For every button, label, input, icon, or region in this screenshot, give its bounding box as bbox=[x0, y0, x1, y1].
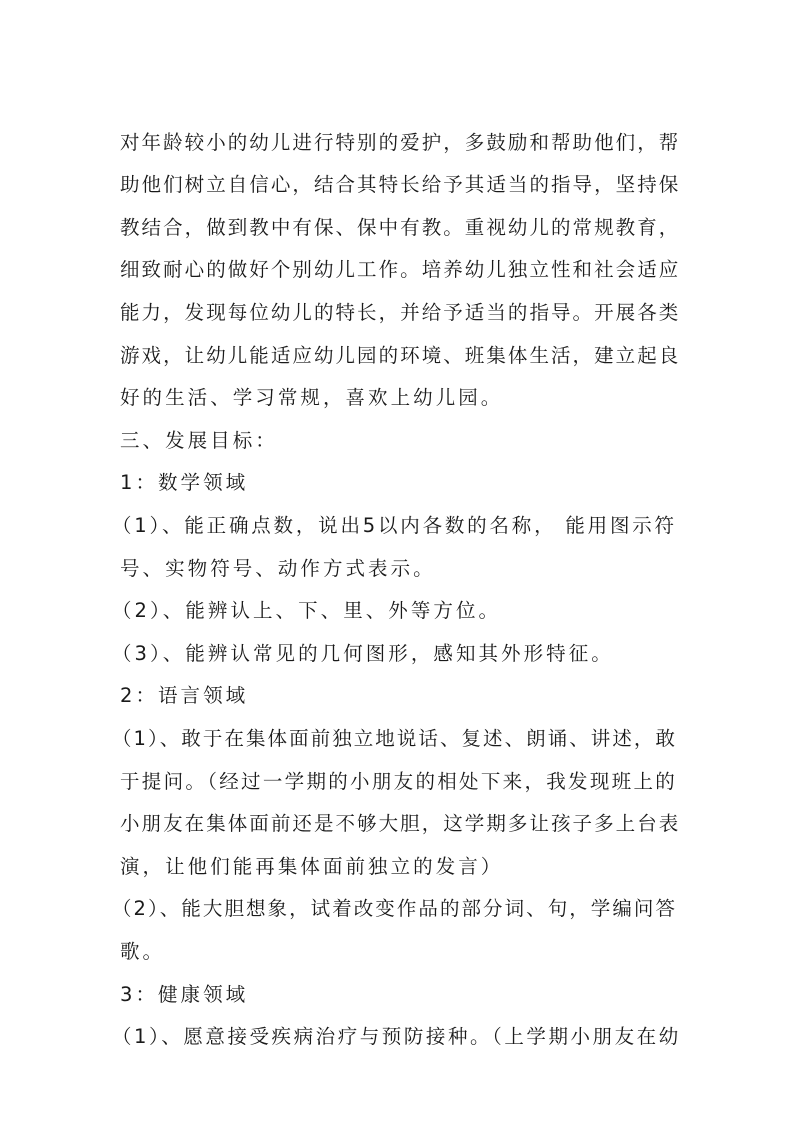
list-item: （2）、能辨认上、下、里、外等方位。 bbox=[112, 599, 502, 622]
paragraph-line: 对年龄较小的幼儿进行特别的爱护，多鼓励和帮助他们，帮 bbox=[120, 131, 681, 154]
list-item: （3）、能辨认常见的几何图形，感知其外形特征。 bbox=[112, 642, 614, 665]
list-item: （1）、敢于在集体面前独立地说话、复述、朗诵、讲述，敢 bbox=[112, 727, 678, 750]
list-item: （1）、愿意接受疾病治疗与预防接种。（上学期小朋友在幼 bbox=[112, 1025, 681, 1048]
subsection-heading: 3：健康领域 bbox=[120, 983, 249, 1006]
list-item: （2）、能大胆想象，试着改变作品的部分词、句，学编问答 bbox=[112, 897, 678, 920]
list-item-continuation: 小朋友在集体面前还是不够大胆，这学期多让孩子多上台表 bbox=[120, 812, 681, 835]
paragraph-line: 好的生活、学习常规，喜欢上幼儿园。 bbox=[120, 386, 504, 409]
paragraph-line: 能力，发现每位幼儿的特长，并给予适当的指导。开展各类 bbox=[120, 301, 681, 324]
list-item-continuation: 号、实物符号、动作方式表示。 bbox=[120, 557, 436, 580]
list-item-continuation: 歌。 bbox=[120, 940, 166, 963]
paragraph-line: 游戏，让幼儿能适应幼儿园的环境、班集体生活，建立起良 bbox=[120, 344, 681, 367]
list-item-continuation: 演，让他们能再集体面前独立的发言） bbox=[120, 855, 504, 878]
section-heading: 三、发展目标： bbox=[120, 429, 278, 452]
list-item-continuation: 于提问。（经过一学期的小朋友的相处下来，我发现班上的 bbox=[120, 770, 678, 793]
paragraph-line: 教结合，做到教中有保、保中有教。重视幼儿的常规教育， bbox=[120, 216, 681, 239]
paragraph-line: 助他们树立自信心，结合其特长给予其适当的指导，坚持保 bbox=[120, 173, 681, 196]
paragraph-line: 细致耐心的做好个别幼儿工作。培养幼儿独立性和社会适应 bbox=[120, 258, 681, 281]
subsection-heading: 1：数学领域 bbox=[120, 471, 249, 494]
list-item: （1）、能正确点数，说出5以内各数的名称， 能用图示符 bbox=[112, 514, 677, 537]
subsection-heading: 2：语言领域 bbox=[120, 684, 249, 707]
